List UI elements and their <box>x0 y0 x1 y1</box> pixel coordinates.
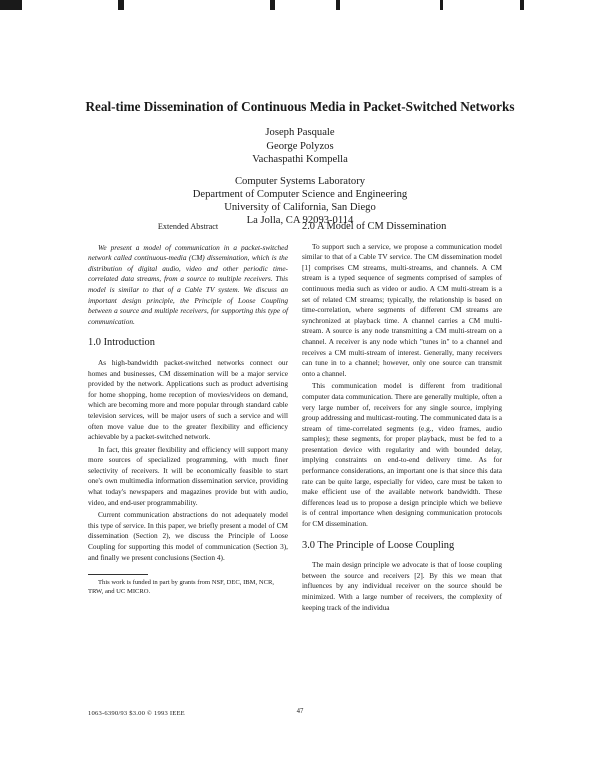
section-heading-model: 2.0 A Model of CM Dissemination <box>302 221 447 232</box>
abstract-heading: Extended Abstract <box>157 222 219 231</box>
footnote: This work is funded in part by grants from NSF, DEC, IBM, NCR, TRW, and UC MICRO. <box>88 579 275 595</box>
affiliation <box>0 175 600 227</box>
paragraph: As high-bandwidth packet-switched networks connect our homes and businesses, CM dissemination will be a major service provided by the network. Applications such as product advertising for home shopping, home reception of movies/videos on demand, which are becoming more and more popular through standard cable television services, will be major users of such a service and will often move value due to the greater flexibility and efficiency achievable by a packet-switched network. <box>88 357 288 442</box>
author-name: Joseph Pasquale <box>265 127 335 138</box>
author-name: Vachaspathi Kompella <box>252 154 348 165</box>
left-column <box>88 222 288 563</box>
section-heading-introduction: 1.0 Introduction <box>88 337 155 349</box>
paragraph: To support such a service, we propose a communication model similar to that of a Cable TV service. The CM dissemination model [1] comprises CM streams, multi-streams, and channels. A CM stream is a typed sequence of segments comprised of samples of continuous media such as video or audio. A CM multi-stream is a set of related CM streams; typically, the relationship is based on time-correlation, where segments of different CM streams are synchronized at playback time. A channel carries a CM multi-stream. A source is any node transmitting a CM multi-stream on a channel. A receiver is any node which "tunes in" to a channel and receives a CM multi-stream of interest. Generally, many receivers can tune in to a channel; however, only one source can transmit onto a channel. <box>302 241 502 378</box>
affiliation-line: Department of Computer Science and Engineering <box>192 189 408 200</box>
paragraph: The main design principle we advocate is that of loose coupling between the source and receivers [2]. By this we mean that influences by any individual receiver on the source should be minimized. With a large number of receivers, the complexity of keeping track of the individua <box>302 560 502 612</box>
affiliation-line: La Jolla, CA 92093-0114 <box>246 215 354 226</box>
paragraph: This communication model is different from traditional computer data communication. There are generally multiple, often a very large number of, receivers for any single source, implying group addressing and multicast-routing. The communicated data is a stream of time-correlated segments (e.g., video frames, audio samples); these segments, for proper playback, must be fed to a presentation device with regularity and with bounded delay, implying constraints on end-to-end delivery time. As for performance considerations, an important one is that since this data rate can be quite large, especially for video, care must be taken to make efficient use of the available network bandwidth. These differences lead us to propose a design principle which we believe is of central importance when designing communication protocols for CM dissemination. <box>302 381 502 529</box>
author-name: George Polyzos <box>266 140 334 152</box>
right-column <box>302 222 502 613</box>
page-number: 47 <box>296 708 304 715</box>
affiliation-line: Computer Systems Laboratory <box>234 176 366 187</box>
paragraph: Current communication abstractions do not adequately model this type of service. In this paper, we briefly present a model of CM dissemination (Section 2), we discuss the Principle of Loose Coupling for supporting this model of communication (Section 3), and finally we present conclusions (Section 4). <box>88 510 288 562</box>
copyright-line: 1063-6390/93 $3.00 © 1993 IEEE <box>88 710 185 717</box>
affiliation-line: University of California, San Diego <box>224 202 376 213</box>
paper-title: Real-time Dissemination of Continuous Media in Packet-Switched Networks <box>85 99 515 114</box>
section-heading-loose-coupling: 3.0 The Principle of Loose Coupling <box>302 539 455 551</box>
scan-border <box>0 0 600 14</box>
footnote-divider <box>88 574 148 575</box>
abstract-text: We present a model of communication in a packet-switched network called continuous-media (CM) dissemination, which is the distribution of digital audio, video and other periodic time-correlated data streams, from a source to multiple receivers. This model is similar to that of a Cable TV system. We discuss an important design principle, the Principle of Loose Coupling between a source and multiple receivers, for supporting this type of communication. <box>88 242 288 326</box>
author-list <box>0 126 600 167</box>
paragraph: In fact, this greater flexibility and efficiency will support many more sources of specialized programming, with much finer selectivity of receivers. It will be economically feasible to start one's own multimedia information dissemination service, providing what today's newspapers and magazines provide but with audio, video, and end-user programmability. <box>88 444 288 507</box>
